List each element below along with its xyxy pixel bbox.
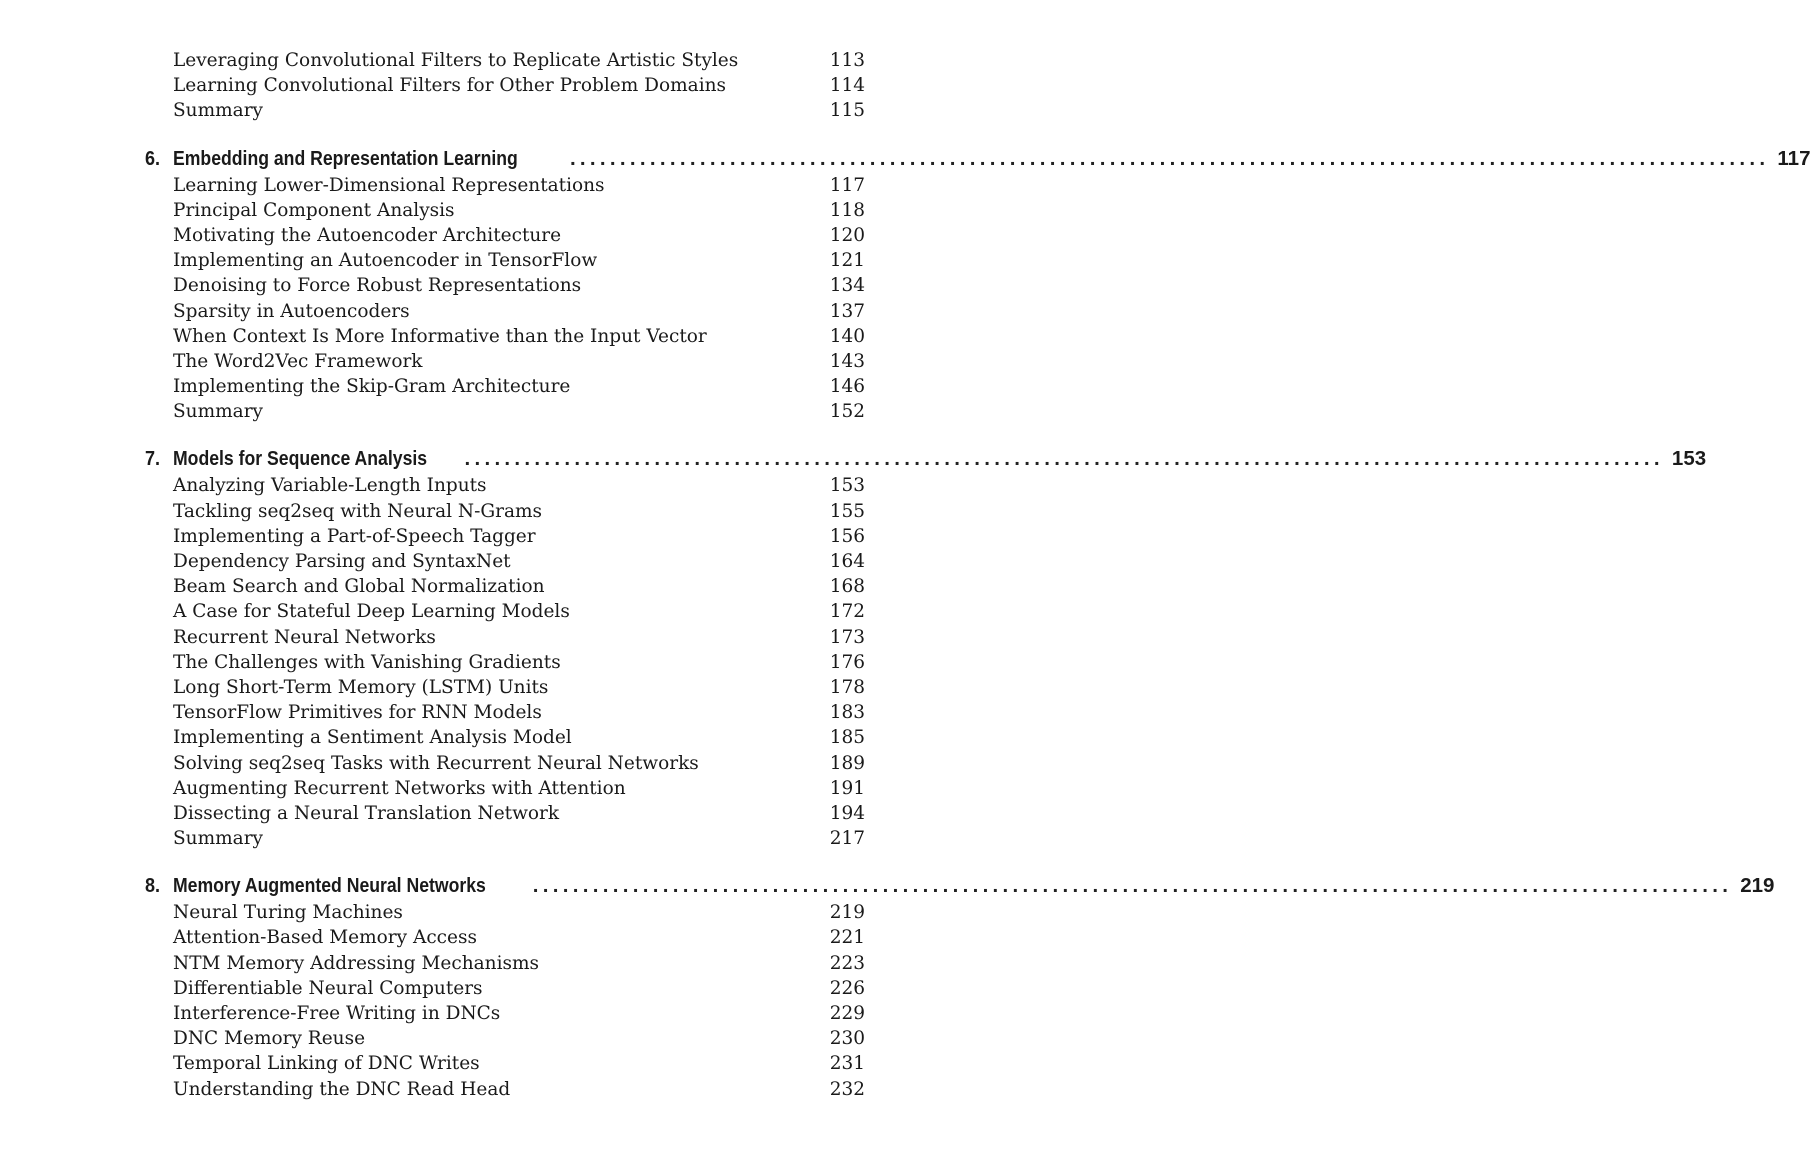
entry-title: Implementing an Autoencoder in TensorFlow	[173, 250, 598, 272]
entry-page-number: 156	[829, 525, 865, 547]
toc-entry[interactable]	[145, 574, 865, 599]
entry-page-number: 117	[829, 174, 865, 196]
entry-page-number: 191	[829, 777, 865, 799]
entry-title: TensorFlow Primitives for RNN Models	[173, 702, 542, 724]
entry-page-number: 140	[829, 325, 865, 347]
entry-title: Summary	[173, 828, 263, 850]
entry-title: Implementing a Sentiment Analysis Model	[173, 727, 572, 749]
entry-title: Analyzing Variable-Length Inputs	[173, 475, 487, 497]
toc-entry[interactable]	[145, 374, 865, 399]
toc-entry[interactable]	[145, 473, 865, 498]
entry-title: Neural Turing Machines	[173, 902, 403, 924]
entry-page-number: 219	[829, 902, 865, 924]
chapter-number: 6.	[145, 146, 161, 170]
entry-title: When Context Is More Informative than the Input Vector	[173, 325, 707, 347]
table-of-contents	[145, 48, 1810, 1102]
entry-title: Tackling seq2seq with Neural N-Grams	[173, 500, 543, 522]
entry-page-number: 134	[829, 275, 865, 297]
entry-page-number: 146	[829, 376, 865, 398]
toc-entry[interactable]	[145, 198, 865, 223]
toc-section	[145, 445, 1707, 851]
entry-page-number: 230	[829, 1028, 865, 1050]
toc-entry[interactable]	[145, 725, 865, 750]
entry-title: Learning Convolutional Filters for Other Problem Domains	[173, 75, 727, 97]
toc-entry[interactable]	[145, 776, 865, 801]
toc-entry[interactable]	[145, 751, 865, 776]
entry-title: Denoising to Force Robust Representations	[173, 275, 582, 297]
entry-page-number: 229	[829, 1003, 865, 1024]
entry-page-number: 164	[829, 551, 865, 572]
entry-title: Interference-Free Writing in DNCs	[173, 1003, 501, 1024]
entry-page-number: 183	[829, 702, 865, 724]
entry-title: A Case for Stateful Deep Learning Models	[173, 601, 570, 623]
entry-page-number: 231	[829, 1053, 865, 1075]
toc-section	[145, 872, 1775, 1102]
entry-title: Dissecting a Neural Translation Network	[173, 802, 560, 824]
chapter-page-number: 117	[1777, 146, 1810, 170]
toc-entry[interactable]	[145, 925, 865, 950]
toc-entry[interactable]	[145, 173, 865, 198]
entry-page-number: 121	[829, 250, 865, 272]
entry-title: Implementing the Skip-Gram Architecture	[173, 376, 571, 398]
entry-title: Summary	[173, 401, 263, 423]
entry-page-number: 189	[829, 752, 865, 774]
toc-entry[interactable]	[145, 499, 865, 524]
entry-title: Sparsity in Autoencoders	[173, 300, 410, 322]
entry-title: Long Short-Term Memory (LSTM) Units	[173, 676, 549, 698]
entry-page-number: 113	[829, 50, 865, 71]
dot-leader: ........................................................................................................................	[464, 447, 1664, 471]
chapter-heading[interactable]	[145, 872, 1775, 900]
entry-page-number: 114	[829, 75, 865, 97]
entry-title: Recurrent Neural Networks	[173, 626, 436, 648]
toc-entry[interactable]	[145, 1001, 865, 1026]
toc-entry[interactable]	[145, 951, 865, 976]
toc-entry[interactable]	[145, 650, 865, 675]
entry-page-number: 226	[829, 977, 865, 999]
entry-page-number: 217	[829, 828, 865, 850]
toc-entry[interactable]	[145, 349, 865, 374]
entry-page-number: 223	[829, 952, 865, 974]
toc-entry[interactable]	[145, 900, 865, 925]
toc-entry[interactable]	[145, 1077, 865, 1102]
entry-title: Differentiable Neural Computers	[173, 977, 483, 999]
entry-title: Augmenting Recurrent Networks with Attention	[173, 777, 626, 799]
chapter-title: Embedding and Representation Learning	[173, 146, 518, 170]
toc-entry[interactable]	[145, 1051, 865, 1076]
entry-page-number: 118	[829, 199, 865, 221]
toc-entry[interactable]	[145, 675, 865, 700]
toc-entry[interactable]	[145, 73, 865, 98]
toc-entry[interactable]	[145, 625, 865, 650]
entry-page-number: 120	[829, 224, 865, 246]
toc-entry[interactable]	[145, 248, 865, 273]
toc-entry[interactable]	[145, 826, 865, 851]
entry-page-number: 137	[829, 300, 865, 322]
entry-title: NTM Memory Addressing Mechanisms	[173, 952, 540, 974]
chapter-page-number: 153	[1671, 447, 1707, 471]
toc-entry[interactable]	[145, 700, 865, 725]
toc-entry[interactable]	[145, 324, 865, 349]
chapter-title: Models for Sequence Analysis	[173, 447, 428, 471]
entry-page-number: 153	[829, 475, 865, 497]
entry-title: Understanding the DNC Read Head	[173, 1078, 511, 1100]
toc-entry[interactable]	[145, 801, 865, 826]
chapter-title: Memory Augmented Neural Networks	[173, 874, 486, 898]
toc-entry[interactable]	[145, 98, 865, 123]
toc-entry[interactable]	[145, 524, 865, 549]
entry-title: Leveraging Convolutional Filters to Replicate Artistic Styles	[173, 50, 739, 71]
toc-section	[145, 145, 1810, 425]
entry-title: Principal Component Analysis	[173, 199, 455, 221]
entry-title: Beam Search and Global Normalization	[173, 576, 545, 598]
entry-page-number: 185	[829, 727, 865, 749]
toc-entry[interactable]	[145, 299, 865, 324]
entry-page-number: 178	[829, 676, 865, 698]
toc-entry[interactable]	[145, 273, 865, 298]
chapter-number: 8.	[145, 874, 161, 898]
toc-entry[interactable]	[145, 223, 865, 248]
entry-page-number: 172	[829, 601, 865, 623]
entry-page-number: 168	[829, 576, 865, 598]
entry-page-number: 143	[829, 350, 865, 372]
entry-page-number: 232	[829, 1078, 865, 1100]
entry-title: DNC Memory Reuse	[173, 1028, 366, 1050]
entry-title: The Challenges with Vanishing Gradients	[173, 651, 561, 673]
entry-page-number: 221	[829, 927, 865, 949]
chapter-heading[interactable]	[145, 145, 1810, 173]
entry-title: Motivating the Autoencoder Architecture	[173, 224, 562, 246]
chapter-heading[interactable]	[145, 445, 1707, 473]
entry-title: Attention-Based Memory Access	[173, 927, 477, 949]
entry-title: Learning Lower-Dimensional Representations	[173, 174, 605, 196]
entry-title: Solving seq2seq Tasks with Recurrent Neural Networks	[173, 752, 699, 774]
entry-title: The Word2Vec Framework	[173, 350, 423, 372]
toc-section	[145, 48, 865, 124]
entry-title: Temporal Linking of DNC Writes	[173, 1053, 480, 1075]
toc-entry[interactable]	[145, 399, 865, 424]
entry-page-number: 173	[829, 626, 865, 648]
dot-leader: ........................................................................................................................	[569, 146, 1770, 170]
toc-entry[interactable]	[145, 48, 865, 73]
entry-title: Summary	[173, 100, 263, 122]
entry-title: Dependency Parsing and SyntaxNet	[173, 551, 511, 572]
entry-page-number: 155	[829, 500, 865, 522]
entry-page-number: 176	[829, 651, 865, 673]
entry-title: Implementing a Part-of-Speech Tagger	[173, 525, 536, 547]
entry-page-number: 152	[829, 401, 865, 423]
toc-entry[interactable]	[145, 549, 865, 574]
chapter-number: 7.	[145, 447, 161, 471]
entry-page-number: 115	[829, 100, 865, 122]
toc-entry[interactable]	[145, 1026, 865, 1051]
chapter-page-number: 219	[1740, 874, 1775, 898]
dot-leader: ........................................................................................................................	[532, 874, 1733, 898]
toc-entry[interactable]	[145, 599, 865, 624]
toc-entry[interactable]	[145, 976, 865, 1001]
entry-page-number: 194	[829, 802, 865, 824]
